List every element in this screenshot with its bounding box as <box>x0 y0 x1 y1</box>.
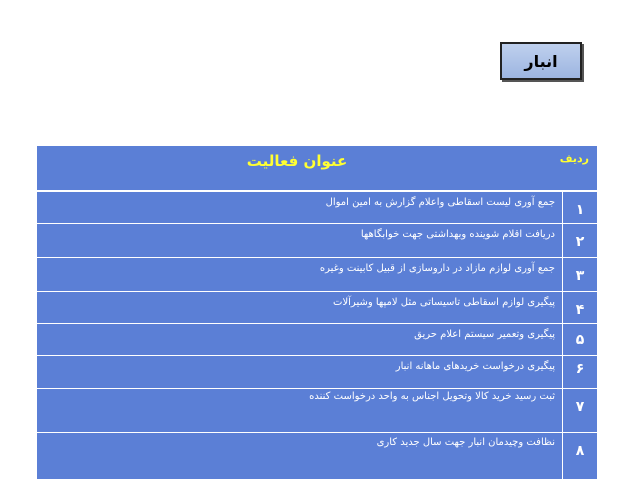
table-row <box>37 323 597 355</box>
table-header <box>37 146 597 191</box>
row-text: دریافت اقلام شوینده وبهداشتی جهت خوابگاهها <box>360 229 555 240</box>
row-number: ۶ <box>575 361 585 377</box>
table-row <box>37 355 597 388</box>
row-number: ۱ <box>575 202 585 218</box>
row-number: ۲ <box>575 234 585 250</box>
table-row <box>37 191 597 223</box>
row-text: پیگیری لوازم اسقاطی تاسیساتی مثل لامپها وشیرآلات <box>333 297 555 308</box>
header-activity-title: عنوان فعالیت <box>246 152 348 170</box>
table-row <box>37 432 597 479</box>
row-text: جمع آوری لیست اسقاطی واعلام گزارش به امین اموال <box>325 197 555 208</box>
row-text: پیگیری وتعمیر سیستم اعلام حریق <box>414 329 555 340</box>
row-text: جمع آوری لوازم مازاد در داروسازی از قبیل کابینت وغیره <box>319 263 555 274</box>
table-row <box>37 291 597 323</box>
warehouse-title-button[interactable]: انبار <box>500 42 582 80</box>
row-text: ثبت رسید خرید کالا وتحویل اجناس به واحد درخواست کننده <box>309 391 555 402</box>
table-row <box>37 223 597 257</box>
row-number: ۷ <box>575 399 585 415</box>
row-text: نظافت وچیدمان انبار جهت سال جدید کاری <box>376 437 555 448</box>
row-number: ۳ <box>575 268 585 284</box>
row-text: پیگیری درخواست خریدهای ماهانه انبار <box>395 361 555 372</box>
row-number: ۴ <box>575 302 585 318</box>
activity-table <box>37 146 597 479</box>
table-row <box>37 257 597 291</box>
table-row <box>37 388 597 432</box>
header-row-number-label: ردیف <box>559 152 589 165</box>
row-number: ۸ <box>575 443 585 459</box>
row-number: ۵ <box>575 332 585 348</box>
